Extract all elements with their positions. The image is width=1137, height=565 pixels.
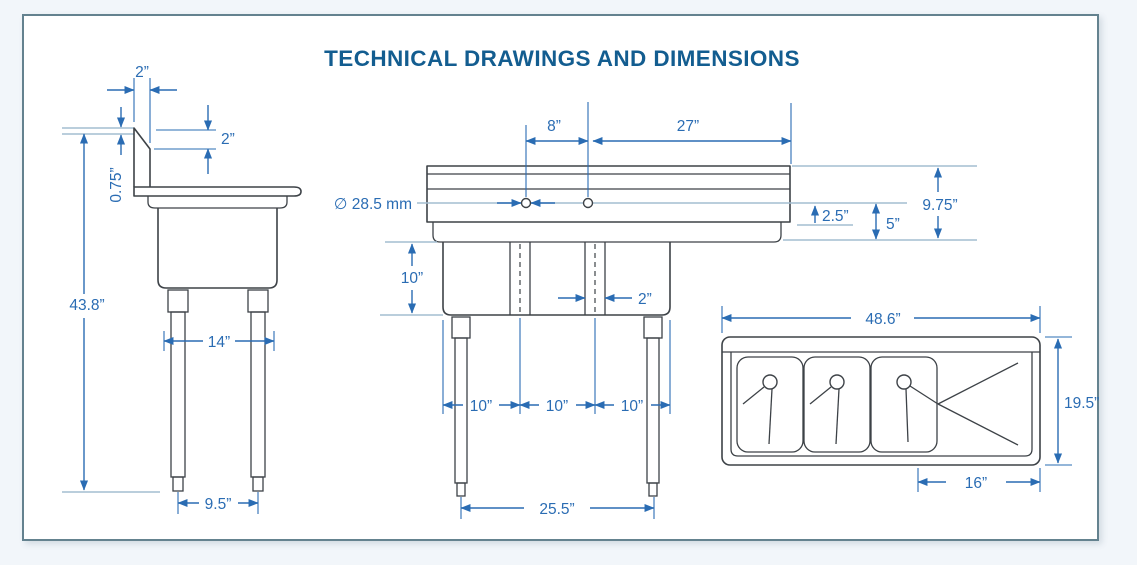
dim-leg-spread-top	[164, 331, 274, 351]
dim-label: 43.8”	[69, 297, 105, 314]
side-view	[62, 64, 301, 514]
faucet-hole	[522, 199, 531, 208]
dim-counter-lip-height	[797, 206, 853, 225]
bowl-box	[443, 242, 670, 315]
leg	[171, 312, 185, 477]
counter-inner-rim	[731, 352, 1032, 456]
dim-label: 48.6”	[865, 311, 901, 328]
dim-faucet-hole-spacing	[526, 102, 791, 197]
dim-splash-lip	[108, 107, 125, 203]
dim-label: 2.5”	[822, 208, 849, 225]
apron-profile	[148, 196, 287, 208]
dim-label: 0.75”	[108, 167, 125, 203]
dim-label: 10”	[545, 398, 569, 415]
dim-label: 2”	[221, 131, 235, 148]
bowl-plan-3	[871, 357, 938, 452]
top-view	[722, 306, 1099, 492]
dim-label: ∅ 28.5 mm	[333, 196, 412, 213]
bowl-plan-1	[737, 357, 803, 452]
dim-bowl-depth	[380, 242, 443, 315]
apron-front	[433, 222, 781, 242]
leg-socket	[644, 317, 662, 338]
dim-label: 10”	[400, 270, 424, 287]
page-title: TECHNICAL DRAWINGS AND DIMENSIONS	[324, 46, 800, 71]
leg	[251, 312, 265, 477]
leg-socket	[452, 317, 470, 338]
dim-leg-foot-spacing	[461, 497, 654, 519]
dim-label: 14”	[207, 334, 231, 351]
bowl-profile	[158, 208, 277, 288]
counter-plan-outline	[722, 337, 1040, 465]
side-legs	[168, 290, 268, 491]
dim-label: 2”	[135, 64, 149, 81]
leg-foot	[649, 483, 657, 496]
dim-overall-height	[69, 134, 104, 490]
leg-socket	[168, 290, 188, 312]
dim-label: 10”	[469, 398, 493, 415]
leg-foot	[173, 477, 183, 491]
dim-label: 8”	[547, 118, 561, 135]
dim-label: 16”	[964, 475, 988, 492]
dim-label: 19.5”	[1064, 395, 1100, 412]
drain-hole	[830, 375, 844, 389]
dim-splash-top-thickness	[107, 64, 177, 143]
dim-overall-depth	[1045, 337, 1099, 465]
counter-profile	[134, 187, 301, 196]
leg-foot	[253, 477, 263, 491]
dim-label: 27”	[676, 118, 700, 135]
dim-label: 9.5”	[204, 496, 232, 513]
dim-hole-to-right-edge	[593, 118, 791, 141]
dim-drainboard-length	[918, 468, 1040, 492]
leg	[455, 338, 467, 483]
leg-socket	[248, 290, 268, 312]
drainboard-marks	[938, 363, 1018, 445]
leg	[647, 338, 659, 483]
dim-foot-spread	[178, 492, 258, 514]
backsplash-profile	[134, 128, 150, 187]
dim-label: 5”	[886, 216, 900, 233]
bowl-plan-2	[804, 357, 870, 452]
dim-overall-length	[722, 306, 1040, 333]
drain-hole	[897, 375, 911, 389]
leg-foot	[457, 483, 465, 496]
dim-bowl-widths	[443, 318, 670, 415]
dim-label: 2”	[638, 291, 652, 308]
dim-label: 9.75”	[922, 197, 958, 214]
dim-label: 10”	[620, 398, 644, 415]
faucet-hole	[584, 199, 593, 208]
bowl-partitions	[510, 242, 605, 315]
dim-splash-slant-height	[154, 105, 235, 174]
drain-hole	[763, 375, 777, 389]
dim-label: 25.5”	[539, 501, 575, 518]
dim-apron-height	[876, 204, 900, 239]
